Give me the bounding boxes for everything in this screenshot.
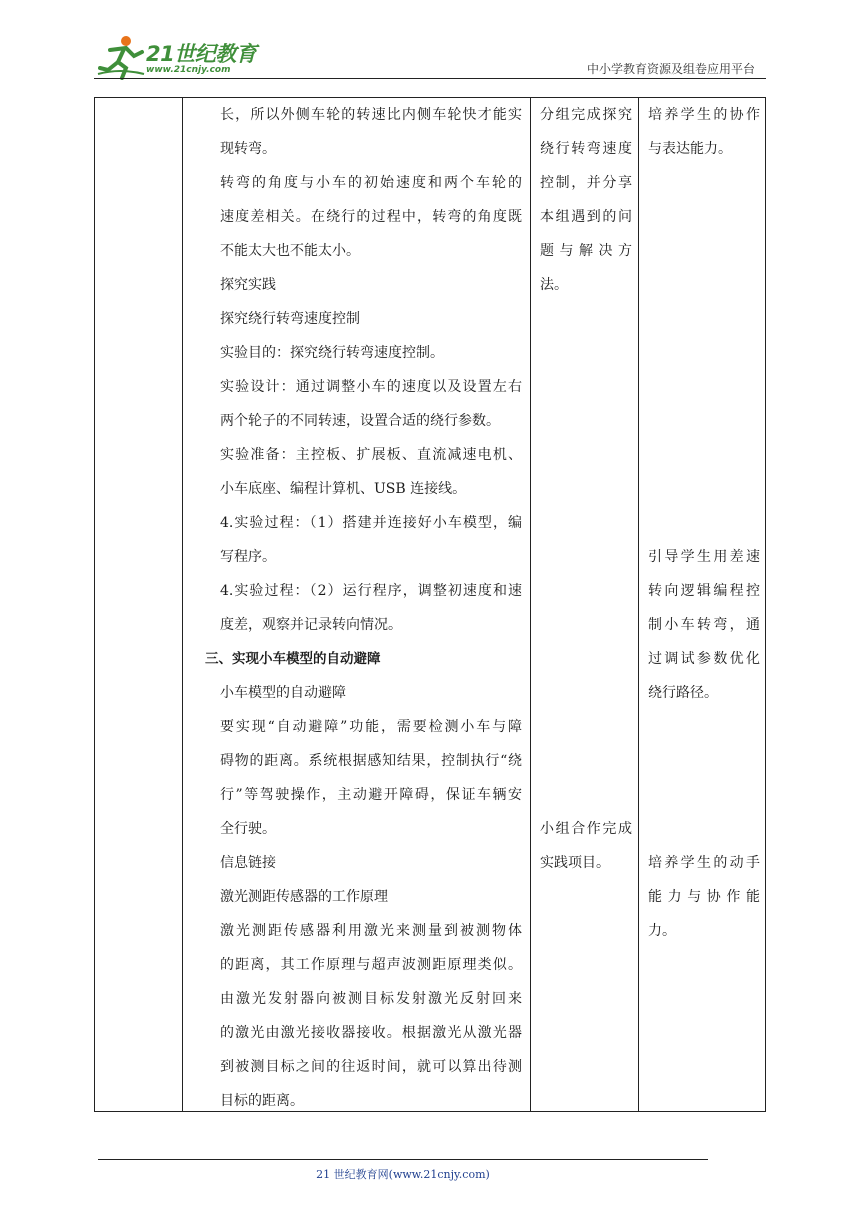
content-line-text: 实验准备：主控板、扩展板、直流减速电机、: [220, 447, 522, 463]
content-line-text: 4.实验过程：（2）运行程序，调整初速度和速: [220, 583, 522, 599]
content-line: [220, 302, 360, 336]
content-line-text: 碍物的距离。系统根据感知结果，控制执行“绕: [220, 753, 522, 769]
content-line-text: 实验设计：通过调整小车的速度以及设置左右: [220, 379, 522, 395]
activity-line: [540, 98, 632, 132]
activity-line: [540, 846, 610, 880]
content-line-text: 激光测距传感器的工作原理: [220, 889, 388, 905]
content-line: [220, 370, 522, 404]
content-line: [220, 268, 276, 302]
intent-line-text: 能力与协作能: [648, 889, 760, 905]
intent-line-text: 引导学生用差速: [648, 549, 760, 565]
intent-line-text: 转向逻辑编程控: [648, 583, 760, 599]
content-line-text: 小车模型的自动避障: [220, 685, 346, 701]
activity-line-text: 实践项目。: [540, 855, 610, 871]
intent-line: [648, 574, 760, 608]
header-divider: [94, 78, 766, 79]
content-line: [220, 438, 522, 472]
brand-url: www.21cnjy.com: [146, 65, 231, 75]
content-line-text: 两个轮子的不同转速，设置合适的绕行参数。: [220, 413, 500, 429]
section-heading: [205, 642, 381, 676]
intent-line: [648, 540, 760, 574]
intent-line: [648, 676, 718, 710]
content-line-text: 全行驶。: [220, 821, 276, 837]
content-line-text: 写程序。: [220, 549, 276, 565]
content-line-text: 不能太大也不能太小。: [220, 243, 360, 259]
footer-text: 21 世纪教育网(www.21cnjy.com): [316, 1168, 490, 1181]
content-line: [220, 1016, 522, 1050]
content-line-text: 4.实验过程：（1）搭建并连接好小车模型，编: [220, 515, 522, 531]
content-line-text: 现转弯。: [220, 141, 276, 157]
content-line-text: 要实现“自动避障”功能，需要检测小车与障: [220, 719, 522, 735]
content-line: [220, 336, 444, 370]
content-line: [220, 472, 466, 506]
section-heading-text: 三、实现小车模型的自动避障: [205, 651, 381, 667]
content-line: [220, 880, 388, 914]
intent-line: [648, 914, 676, 948]
content-line: [220, 948, 522, 982]
intent-line-text: 培养学生的动手: [648, 855, 760, 871]
activity-line-text: 法。: [540, 277, 568, 293]
content-line: [220, 540, 276, 574]
intent-line-text: 过调试参数优化: [648, 651, 760, 667]
content-line-text: 探究实践: [220, 277, 276, 293]
intent-line-text: 制小车转弯，通: [648, 617, 760, 633]
activity-line: [540, 166, 632, 200]
intent-line-text: 力。: [648, 923, 676, 939]
content-line: [220, 778, 522, 812]
content-line-text: 速度差相关。在绕行的过程中，转弯的角度既: [220, 209, 522, 225]
activity-line-text: 绕行转弯速度: [540, 141, 632, 157]
activity-line-text: 小组合作完成: [540, 821, 632, 837]
content-line: [220, 98, 522, 132]
table-column-student-activity: [531, 98, 639, 1111]
content-line-text: 激光测距传感器利用激光来测量到被测物体: [220, 923, 522, 939]
platform-title: 中小学教育资源及组卷应用平台: [586, 62, 755, 76]
content-line: [220, 1084, 304, 1118]
content-line-text: 信息链接: [220, 855, 276, 871]
content-line-text: 的激光由激光接收器接收。根据激光从激光器: [220, 1025, 522, 1041]
content-line: [220, 744, 522, 778]
content-line: [220, 506, 522, 540]
intent-line-text: 与表达能力。: [648, 141, 732, 157]
activity-line: [540, 812, 632, 846]
content-line: [220, 608, 402, 642]
content-line: [220, 982, 522, 1016]
activity-line-text: 题与解决方: [540, 243, 632, 259]
site-logo: [96, 34, 266, 80]
content-line: [220, 574, 522, 608]
content-line-text: 转弯的角度与小车的初始速度和两个车轮的: [220, 175, 522, 191]
intent-line-text: 培养学生的协作: [648, 107, 760, 123]
content-line: [220, 404, 500, 438]
content-line-text: 到被测目标之间的往返时间，就可以算出待测: [220, 1059, 522, 1075]
lesson-table: [94, 97, 766, 1112]
content-line: [220, 812, 276, 846]
content-line: [220, 200, 522, 234]
intent-line-text: 绕行路径。: [648, 685, 718, 701]
content-line-text: 长，所以外侧车轮的转速比内侧车轮快才能实: [220, 107, 522, 123]
content-line: [220, 1050, 522, 1084]
content-line: [220, 710, 522, 744]
content-line-text: 的距离，其工作原理与超声波测距原理类似。: [220, 957, 522, 973]
table-column-stage: [95, 98, 183, 1111]
content-line-text: 探究绕行转弯速度控制: [220, 311, 360, 327]
content-line: [220, 676, 346, 710]
intent-line: [648, 132, 732, 166]
intent-line: [648, 642, 760, 676]
activity-line-text: 分组完成探究: [540, 107, 632, 123]
intent-line: [648, 846, 760, 880]
activity-line-text: 本组遇到的问: [540, 209, 632, 225]
content-line-text: 小车底座、编程计算机、USB 连接线。: [220, 481, 467, 497]
intent-line: [648, 880, 760, 914]
content-line-text: 目标的距离。: [220, 1093, 304, 1109]
content-line: [220, 234, 360, 268]
content-line: [220, 166, 522, 200]
content-line: [220, 132, 276, 166]
content-line-text: 度差，观察并记录转向情况。: [220, 617, 402, 633]
activity-line: [540, 132, 632, 166]
intent-line: [648, 608, 760, 642]
activity-line: [540, 200, 632, 234]
table-column-design-intent: [639, 98, 767, 1111]
runner-logo-icon: [96, 34, 146, 80]
activity-line: [540, 234, 632, 268]
activity-line-text: 控制，并分享: [540, 175, 632, 191]
content-line-text: 由激光发射器向被测目标发射激光反射回来: [220, 991, 522, 1007]
intent-line: [648, 98, 760, 132]
content-line-text: 实验目的：探究绕行转弯速度控制。: [220, 345, 444, 361]
content-line: [220, 914, 522, 948]
content-line-text: 行”等驾驶操作，主动避开障碍，保证车辆安: [220, 787, 522, 803]
table-column-content: [183, 98, 531, 1111]
brand-name: 21世纪教育: [146, 42, 257, 66]
content-line: [220, 846, 276, 880]
footer-divider: [98, 1159, 708, 1160]
activity-line: [540, 268, 568, 302]
